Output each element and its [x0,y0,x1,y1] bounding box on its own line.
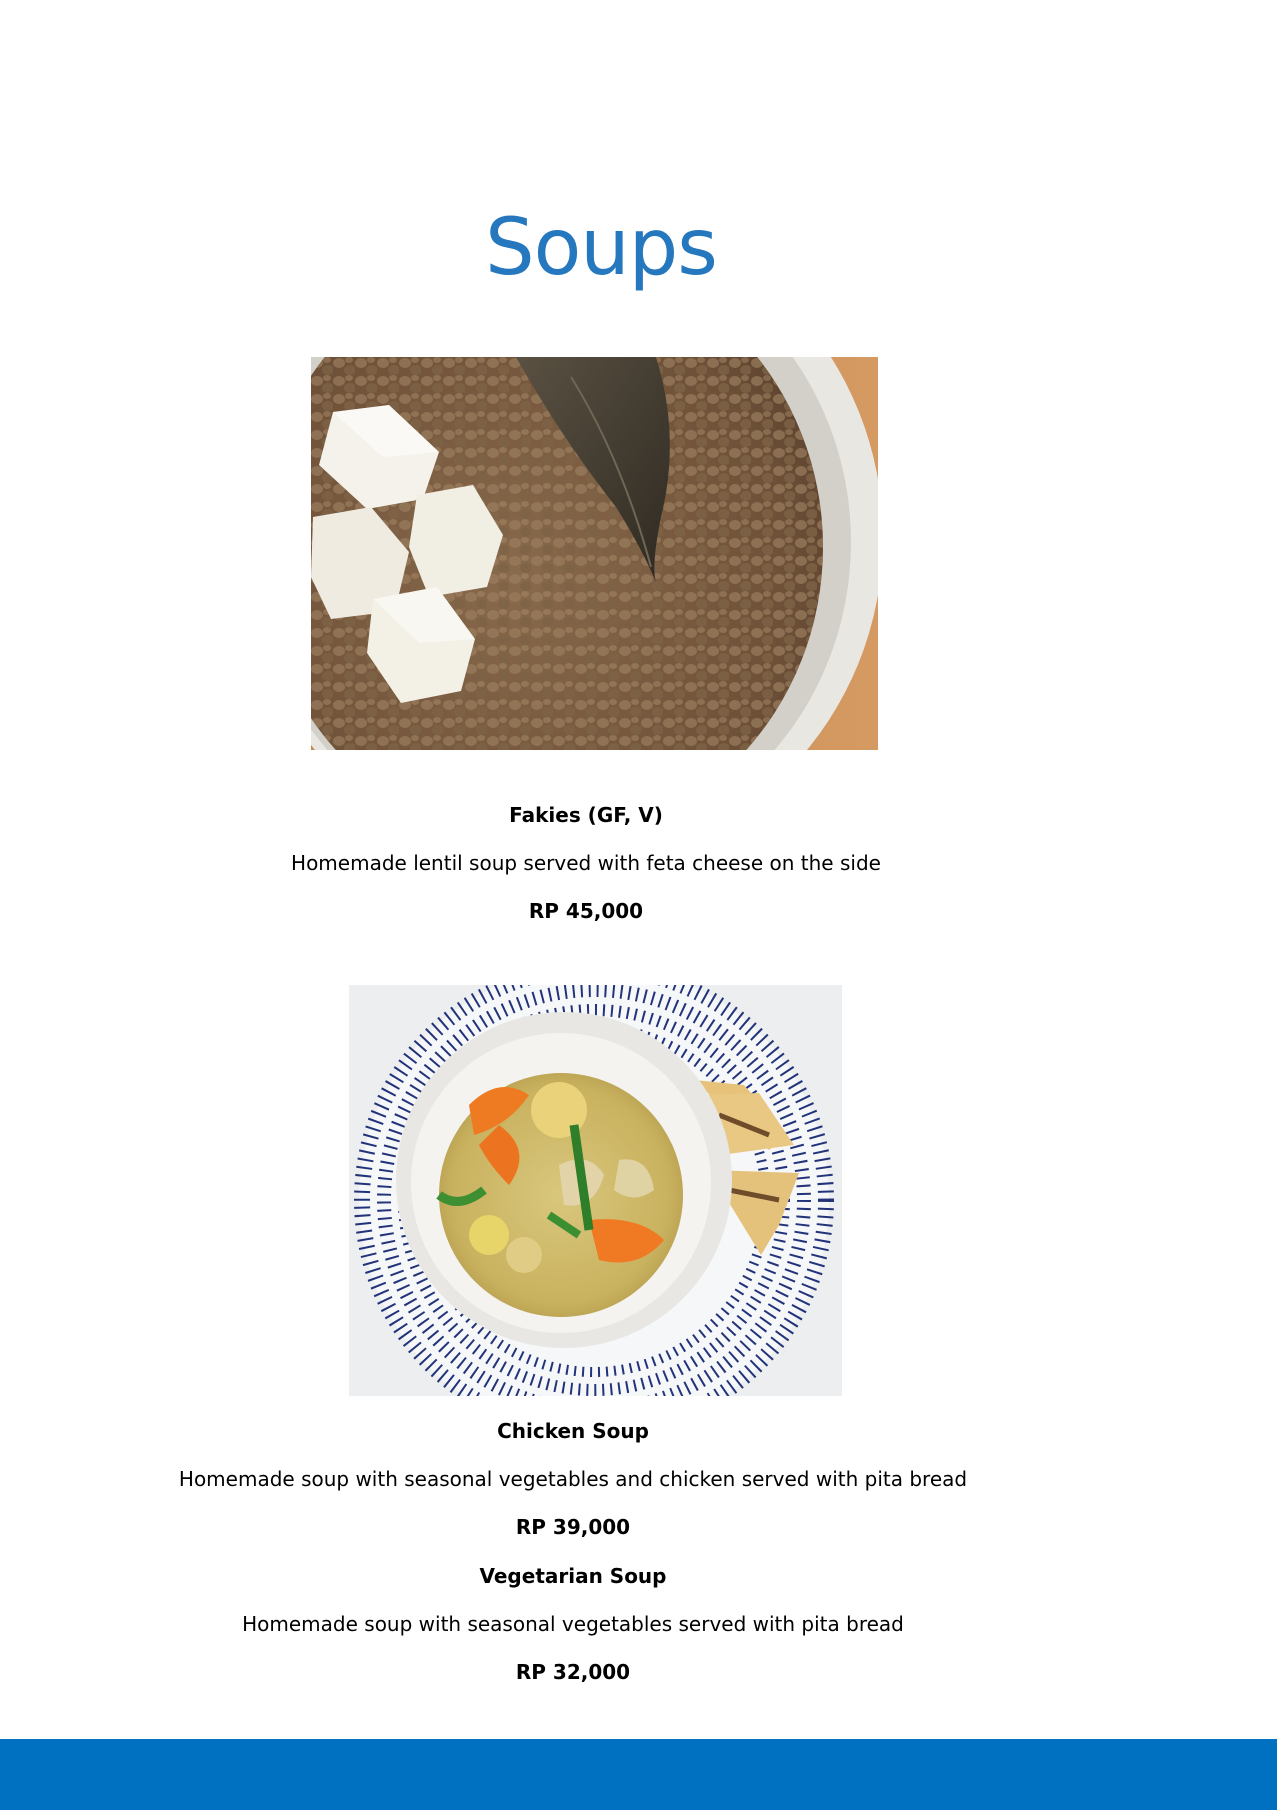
item-name: Vegetarian Soup [479,1564,667,1588]
lentil-soup-photo [311,357,878,750]
item-price: RP 32,000 [515,1660,631,1684]
item-description: Homemade lentil soup served with feta cheese on the side [291,851,881,875]
chicken-soup-photo [349,985,842,1396]
page-title: Soups [485,203,717,293]
item-price: RP 39,000 [515,1515,631,1539]
item-description: Homemade soup with seasonal vegetables and chicken served with pita bread [178,1467,968,1491]
item-name: Chicken Soup [497,1419,649,1443]
footer-bar [0,1739,1277,1810]
item-description: Homemade soup with seasonal vegetables served with pita bread [242,1612,904,1636]
item-price: RP 45,000 [528,899,644,923]
item-name: Fakies (GF, V) [509,803,663,827]
